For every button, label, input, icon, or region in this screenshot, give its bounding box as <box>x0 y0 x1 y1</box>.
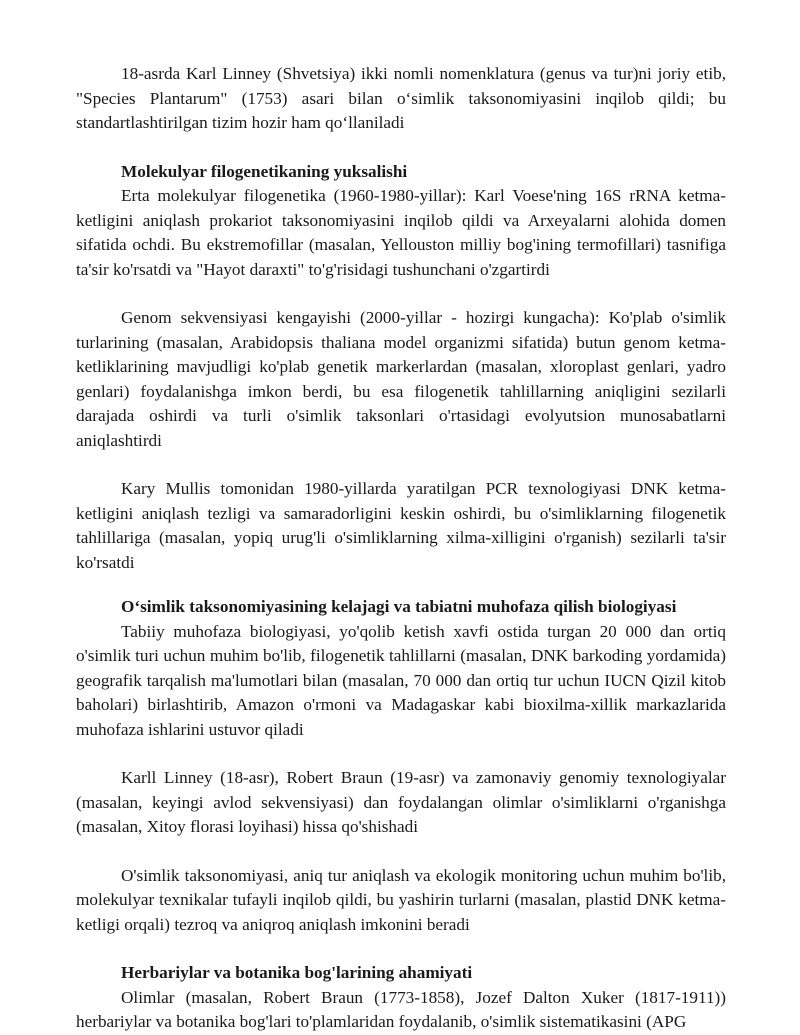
document-page <box>76 62 726 1035</box>
heading-future-taxonomy: O‘simlik taksonomiyasining kelajagi va tabiatni muhofaza qilish biologiyasi <box>121 597 677 616</box>
paragraph-herbaria: Olimlar (masalan, Robert Braun (1773-1858), Jozef Dalton Xuker (1817-1911)) herbariylar va botanika bog'lari to'plamlaridan foydalanib, o'simlik sistematikasini (APG <box>76 987 726 1031</box>
heading-herbaria: Herbariylar va botanika bog'larining ahamiyati <box>121 963 473 982</box>
paragraph-pcr: Kary Mullis tomonidan 1980-yillarda yaratilgan PCR texnologiyasi DNK ketma-ketligini aniqlash tezligi va samaradorligini keskin oshirdi, bu o'simliklarning filogenetik tahlillariga (masalan, yopiq urug'li o'simliklarning xilma-xilligini o'rganish) sezilarli ta'sir ko'rsatdi <box>76 479 726 572</box>
paragraph-early-molecular: Erta molekulyar filogenetika (1960-1980-yillar): Karl Voese'ning 16S rRNA ketma-ketligini aniqlash prokariot taksonomiyasini inqilob qildi va Arxeyalarni alohida domen sifatida ochdi. Bu ekstremofillar (masalan, Yellouston milliy bog'ining termofillari) tasnifiga ta'sir ko'rsatdi va "Hayot daraxti" to'g'risidagi tushunchani o'zgartirdi <box>76 186 726 279</box>
paragraph-molecular-techniques: O'simlik taksonomiyasi, aniq tur aniqlash va ekologik monitoring uchun muhim bo'lib, molekulyar texnikalar tufayli inqilob qildi, bu yashirin turlarni (masalan, plastid DNK ketma-ketligi orqali) tezroq va aniqroq aniqlash imkonini beradi <box>76 865 726 934</box>
paragraph-linnaeus: 18-asrda Karl Linney (Shvetsiya) ikki nomli nomenklatura (genus va tur)ni joriy etib, "Species Plantarum" (1753) asari bilan o‘simlik taksonomiyasini inqilob qildi; bu standartlashtirilgan tizim hozir ham qo‘llaniladi <box>76 64 726 132</box>
paragraph-scientists: Karll Linney (18-asr), Robert Braun (19-asr) va zamonaviy genomiy texnologiyalar (masalan, keyingi avlod sekvensiyasi) dan foydalangan olimlar o'simliklarni o'rganishga (masalan, Xitoy florasi loyihasi) hissa qo'shishadi <box>76 768 726 836</box>
paragraph-conservation: Tabiiy muhofaza biologiyasi, yo'qolib ketish xavfi ostida turgan 20 000 dan ortiq o'simlik turi uchun muhim bo'lib, filogenetik tahlillarni (masalan, DNK barkoding yordamida) geografik tarqalish ma'lumotlari bilan (masalan, 70 000 dan ortiq tur uchun IUCN Qizil kitob baholari) birlashtirib, Amazon o'rmoni va Madagaskar kabi bioxilma-xillik markazlarida muhofaza ishlarini ustuvor qiladi <box>76 621 726 739</box>
heading-molecular-phylogenetics: Molekulyar filogenetikaning yuksalishi <box>121 161 408 181</box>
paragraph-genome-sequencing: Genom sekvensiyasi kengayishi (2000-yillar - hozirgi kungacha): Ko'plab o'simlik turlarining (masalan, Arabidopsis thaliana model organizmi sifatida) butun genom ketma-ketliklarining mavjudligi ko'plab genetik markerlardan (masalan, xloroplast genlari, yadro genlari) foydalanishga imkon berdi, bu esa filogenetik tahlillarning aniqligini sezilarli darajada oshirdi va turli o'simlik taksonlari o'rtasidagi evolyutsion munosabatlarni aniqlashtirdi <box>76 308 726 450</box>
